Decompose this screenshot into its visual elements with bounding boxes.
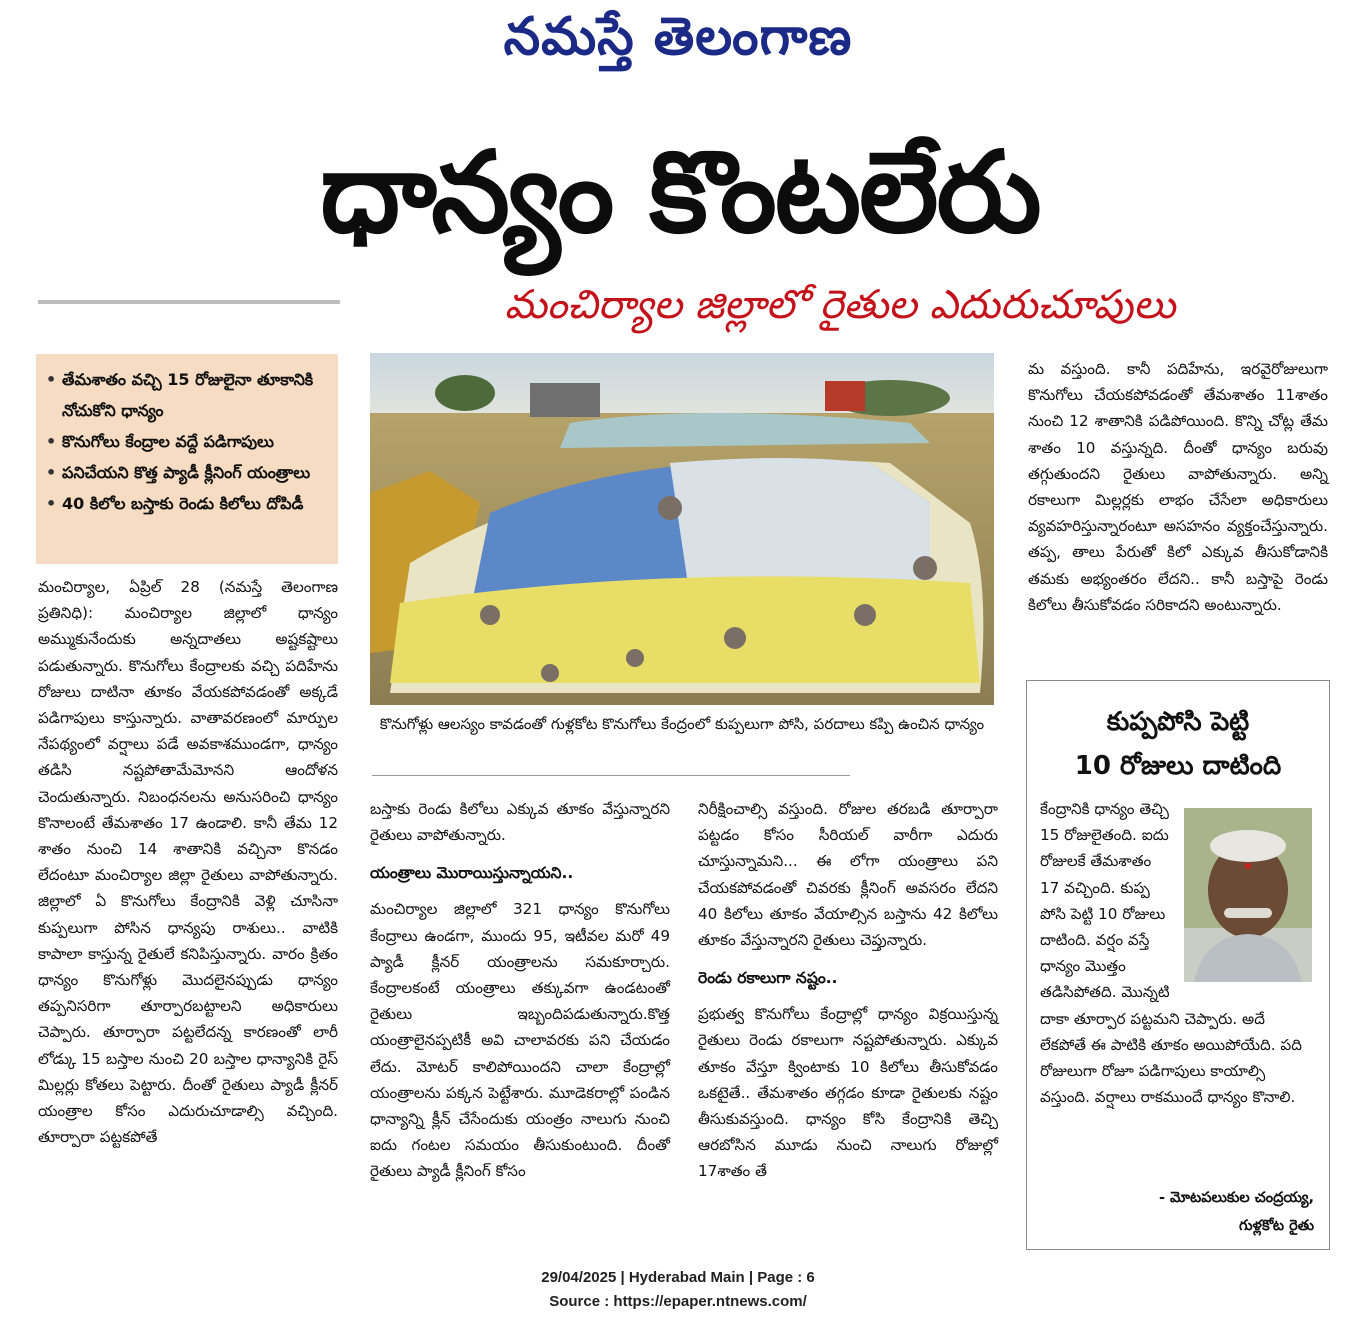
quote-signature	[1040, 1184, 1314, 1240]
article-column-4	[1028, 356, 1328, 618]
quote-title-line-2: 10 రోజులు దాటింది	[1074, 751, 1282, 781]
headline: ధాన్యం కొంటలేరు	[320, 128, 1040, 258]
photo-illustration	[370, 353, 994, 705]
highlight-item: • తేమశాతం వచ్చి 15 రోజులైనా తూకానికి నోచుకోని ధాన్యం	[44, 364, 330, 426]
footer-source-link[interactable]: Source : https://epaper.ntnews.com/	[549, 1293, 807, 1310]
article-text: బస్తాకు రెండు కిలోలు ఎక్కువ తూకం వేస్తున్నారని రైతులు వాపోతున్నారు.	[370, 800, 670, 845]
footer-date-line: 29/04/2025 | Hyderabad Main | Page : 6	[541, 1269, 815, 1286]
caption-rule	[372, 775, 850, 776]
article-text: మ వస్తుంది. కానీ పదిహేను, ఇరవైరోజులుగా కొనుగోలు చేయకపోవడంతో తేమశాతం 11శాతం నుంచి 12 శాతానికి పడిపోయింది. కొన్ని చోట్ల తేమ శాతం 10 వస్తున్నది. దీంతో ధాన్యం బరువు తగ్గుతుందని రైతులు వాపోతున్నారు. అన్ని రకాలుగా మిల్లర్లకు లాభం చేసేలా అధికారులు వ్యవహరిస్తున్నారంటూ అసహనం వ్యక్తంచేస్తున్నారు. తప్ప, తాలు పేరుతో కిలో ఎక్కువ తీసుకోడానికి తమకు అభ్యంతరం లేదని.. కానీ బస్తాపై రెండు కిలోలు తీసుకోవడం సరికాదని అంటున్నారు.	[1028, 360, 1328, 614]
page-footer	[0, 1266, 1356, 1314]
section-subheading: యంత్రాలు మొరాయిస్తున్నాయని..	[370, 864, 574, 883]
highlights-box	[36, 354, 338, 564]
photo-caption: కొనుగోళ్లు ఆలస్యం కావడంతో గుళ్లకోట కొనుగోలు కేంద్రంలో కుప్పలుగా పోసి, పరదాలు కప్పి ఉంచిన ధాన్యం	[379, 715, 985, 733]
quote-title-line-1: కుప్పపోసి పెట్టి	[1106, 707, 1250, 737]
section-subheading: రెండు రకాలుగా నష్టం..	[698, 969, 838, 988]
article-column-1	[38, 574, 338, 1150]
article-column-2	[370, 796, 670, 1185]
highlight-item: • 40 కిలోల బస్తాకు రెండు కిలోలు దోపిడీ	[44, 488, 330, 519]
article-text: మంచిర్యాల జిల్లాలో 321 ధాన్యం కొనుగోలు కేంద్రాలు ఉండగా, ముందు 95, ఇటీవల మరో 49 ప్యాడీ క్లీనర్ యంత్రాలను సమకూర్చారు. కేంద్రాలకంటే యంత్రాలు తక్కువగా ఉండటంతో రైతులు ఇబ్బందిపడుతున్నారు.కొత్త యంత్రాలైనప్పటికీ అవి చాలావరకు పని చేయడం లేదు. మోటర్ కాలిపోయిందని చాలా కేంద్రాల్లో యంత్రాలను పక్కన పెట్టేశారు. మూడెకరాల్లో పండిన ధాన్యాన్ని క్లీన్ చేసేందుకు యంత్రం నాలుగు నుంచి ఐదు గంటల సమయం తీసుకుంటుంది. దీంతో రైతులు ప్యాడీ క్లీనింగ్ కోసం	[370, 900, 670, 1181]
masthead: నమస్తే తెలంగాణ	[503, 6, 853, 67]
quote-box-title	[1030, 700, 1326, 788]
highlight-item: • కొనుగోలు కేంద్రాల వద్దే పడిగాపులు	[44, 426, 330, 457]
quote-author: - మోటపలుకుల చంద్రయ్య,	[1158, 1190, 1314, 1206]
quote-body: కేంద్రానికి ధాన్యం తెచ్చి 15 రోజులైతంది. ఐదు రోజులకే తేమశాతం 17 వచ్చింది. కుప్ప పోసి పెట్టి 10 రోజులు దాటింది. వర్షం వస్తే ధాన్యం మొత్తం తడిసిపోతది. మొన్నటి దాకా తూర్పార పట్టమని చెప్పారు. అదే లేకపోతే ఈ పాటికి తూకం అయిపోయేది. పది రోజులుగా రోజూ పడిగాపులు కాయాల్సి వస్తుంది. వర్షాలు రాకముందే ధాన్యం కొనాలి.	[1040, 800, 1302, 1107]
quote-text	[1040, 796, 1310, 1110]
article-text: మంచిర్యాల, ఏప్రిల్ 28 (నమస్తే తెలంగాణ ప్రతినిధి): మంచిర్యాల జిల్లాలో ధాన్యం అమ్ముకునేందుకు అన్నదాతలు అష్టకష్టాలు పడుతున్నారు. కొనుగోలు కేంద్రాలకు వచ్చి పదిహేను రోజులు దాటినా తూకం వేయకపోవడంతో అక్కడే పడిగాపులు కాస్తున్నారు. వాతావరణంలో మార్పుల నేపథ్యంలో వర్షాలు పడే అవకాశముండగా, ధాన్యం తడిసి నష్టపోతామేమోనని ఆందోళన చెందుతున్నారు. నిబంధనలను అనుసరించి ధాన్యం కొనాలంటే తేమశాతం 17 ఉండాలి. కానీ తేమ 12 శాతం నుంచి 14 శాతానికి వచ్చినా కొనడం లేదంటూ మంచిర్యాల జిల్లా రైతులు వాపోతున్నారు. జిల్లాలో ఏ కొనుగోలు కేంద్రానికి వెళ్లి చూసినా కుప్పలుగా పోసిన ధాన్యపు రాశులు.. వాటికి కాపాలా కాస్తున్న రైతులే కనిపిస్తున్నారు. వారం క్రితం ధాన్యం కొనుగోళ్లు మొదలైనప్పుడు ధాన్యం తప్పనిసరిగా తూర్పారబట్టాలని అధికారులు చెప్పారు. తూర్పారా పట్టలేదన్న కారణంతో లారీ లోడ్కు 15 బస్తాల నుంచి 20 బస్తాల ధాన్యానికి రైస్ మిల్లర్లు కోతలు పెట్టారు. దీంతో రైతులు ప్యాడీ క్లీనర్ యంత్రాల కోసం ఎదురుచూడాల్సి వచ్చింది. తూర్పారా పట్టకపోతే	[38, 578, 338, 1147]
grain-heaps-photo	[370, 353, 994, 705]
quote-author-place: గుళ్లకోట రైతు	[1239, 1218, 1314, 1234]
article-text: ప్రభుత్వ కొనుగోలు కేంద్రాల్లో ధాన్యం విక్రయిస్తున్న రైతులు రెండు రకాలుగా నష్టపోతున్నారు. ఎక్కువ తూకం వేస్తూ క్వింటాకు 10 కిలోలు తీసుకోవడం ఒకటైతే.. తేమశాతం తగ్గడం కూడా రైతులకు నష్టం తీసుకువస్తుంది. ధాన్యం కోసి కేంద్రానికి తెచ్చి ఆరబోసిన మూడు నుంచి నాలుగు రోజుల్లో 17శాతం తే	[698, 1005, 998, 1181]
article-text: నిరీక్షించాల్సి వస్తుంది. రోజుల తరబడి తూర్పారా పట్టడం కోసం సీరియల్ వారీగా ఎదురు చూస్తున్నామని... ఈ లోగా యంత్రాలు పని చేయకపోవడంతో చివరకు క్లీనింగ్ అవసరం లేదని 40 కిలోలు తూకం వేయాల్సిన బస్తాను 42 కిలోలు తూకం వేస్తున్నారని రైతులు చెప్తున్నారు.	[698, 800, 998, 950]
article-column-3	[698, 796, 998, 1185]
portrait-float-spacer	[1174, 796, 1310, 980]
subheadline: మంచిర్యాల జిల్లాలో రైతుల ఎదురుచూపులు	[504, 282, 1176, 328]
headline-rule	[38, 300, 340, 304]
highlight-item: • పనిచేయని కొత్త ప్యాడీ క్లీనింగ్ యంత్రాలు	[44, 457, 330, 488]
